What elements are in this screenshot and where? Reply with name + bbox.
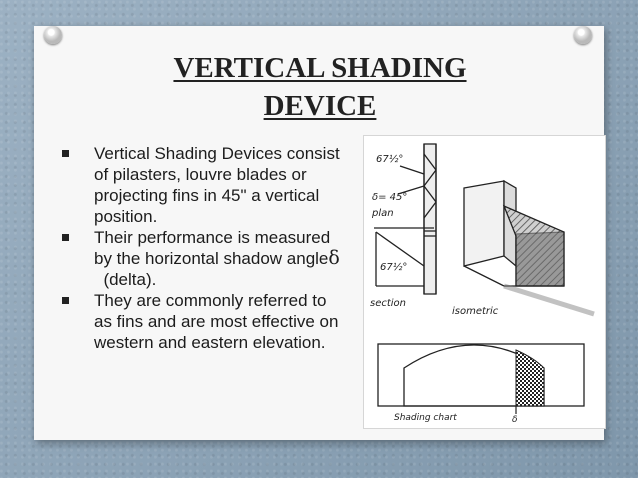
title-line-1: VERTICAL SHADING (173, 52, 467, 84)
bullet-text-tail: (delta). (94, 270, 157, 289)
bullet-text: Their performance is measured by the horizontal shadow angle (94, 228, 331, 268)
angle-top-label: 67½° (376, 154, 404, 165)
bullet-list (48, 143, 348, 353)
plan-label: plan (372, 208, 394, 219)
shading-chart-drawing (378, 344, 584, 414)
diagram-svg (364, 136, 605, 428)
pin-left-icon (44, 26, 62, 44)
delta-equation-label: δ= 45° (372, 192, 408, 203)
isometric-drawing (464, 181, 594, 314)
bullet-item (48, 290, 348, 353)
bullet-item (48, 143, 348, 227)
slide-title (100, 49, 540, 125)
bullet-text: They are commonly referred to as fins and are most effective on western and eastern elevation. (94, 291, 339, 352)
delta-symbol: δ (328, 247, 340, 269)
section-label: section (370, 298, 407, 309)
delta-mark-label: δ (512, 415, 518, 425)
isometric-label: isometric (452, 306, 499, 317)
title-line-2: DEVICE (263, 90, 377, 122)
angle-section-label: 67½° (380, 262, 408, 273)
wall-strip (424, 144, 436, 294)
bullet-text: Vertical Shading Devices consist of pilasters, louvre blades or projecting fins in 45" a vertical position. (94, 144, 340, 226)
shading-device-diagram (363, 135, 606, 429)
bullet-item (48, 227, 348, 290)
shading-chart-label: Shading chart (394, 413, 457, 423)
pin-right-icon (574, 26, 592, 44)
